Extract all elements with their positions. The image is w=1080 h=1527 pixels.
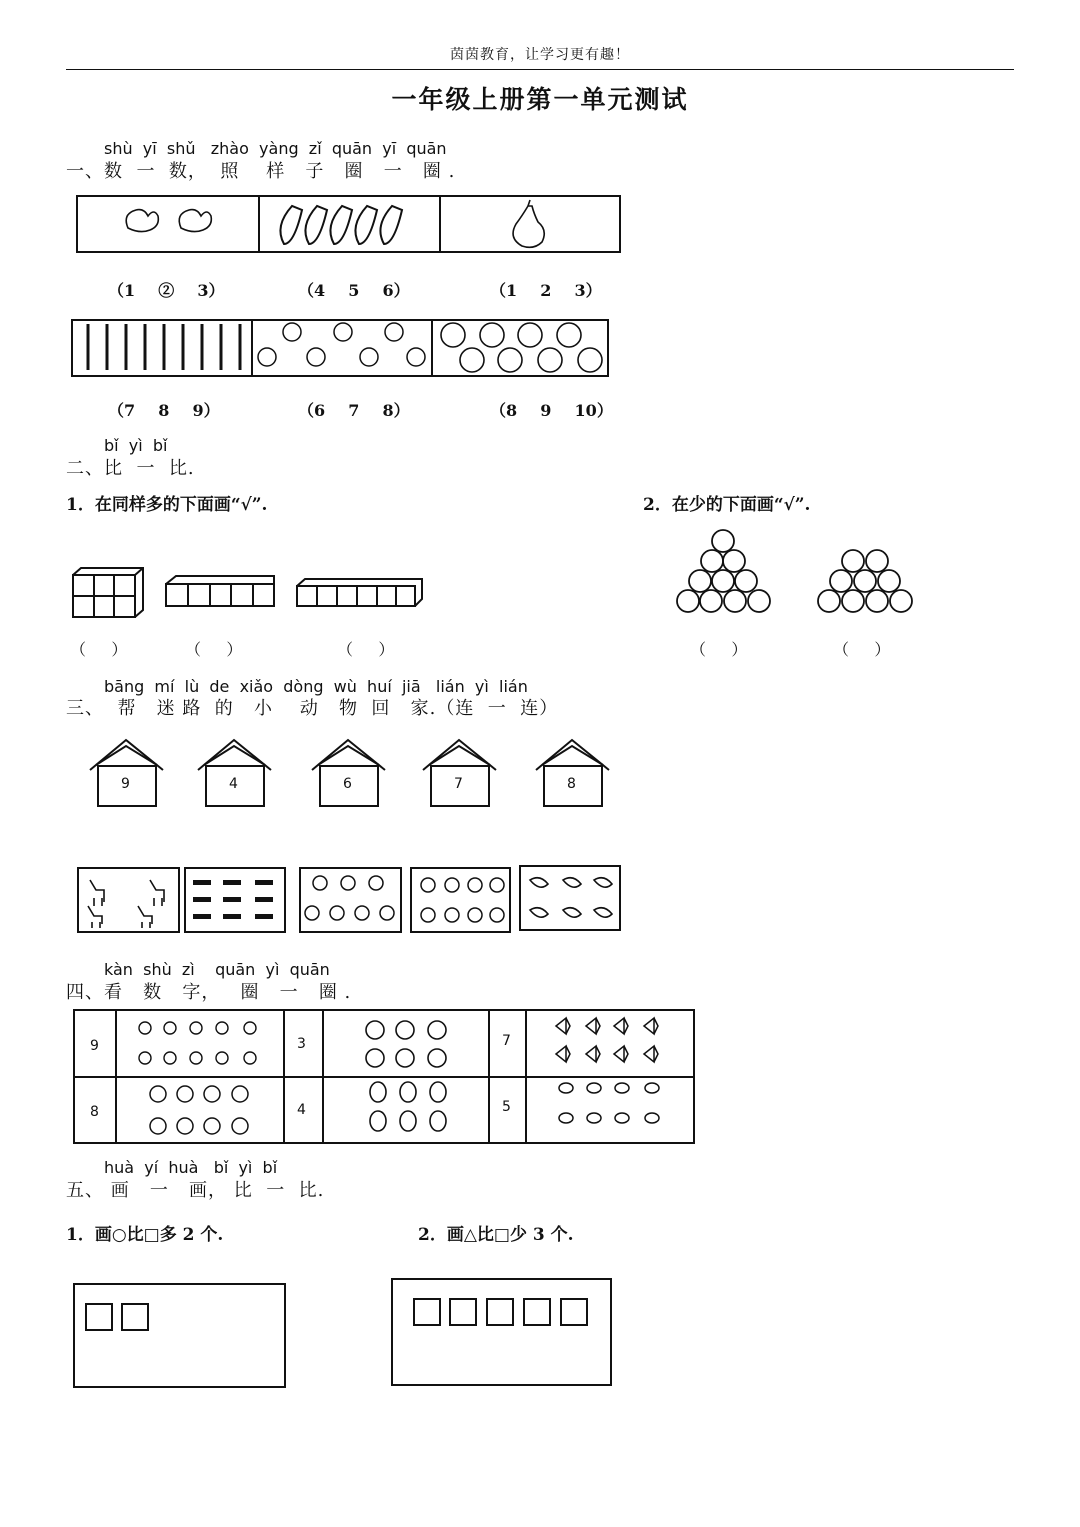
table-number: 7: [502, 1033, 511, 1049]
fish-icon: [559, 1083, 659, 1123]
section4-heading: 四、看 数 字， 圈 一 圈 .: [66, 982, 352, 1003]
banana-icon: [280, 206, 402, 244]
answer-blank[interactable]: （ ）: [337, 640, 395, 659]
section4-pinyin: kàn shù zì quān yì quān: [104, 960, 330, 979]
choice-banana: （4 5 6）: [298, 281, 410, 300]
section5-question1: 1．画○比□多 2 个.: [66, 1225, 224, 1245]
table-number: 5: [502, 1099, 511, 1115]
bird-icon: [530, 878, 612, 917]
house-number: 4: [229, 776, 238, 792]
answer-blank[interactable]: （ ）: [833, 640, 891, 659]
chick-icon: [305, 876, 394, 920]
table-number: 9: [90, 1038, 99, 1054]
circle-pyramid-icon: [818, 550, 912, 612]
house-icon: [312, 740, 385, 806]
house-number: 6: [343, 776, 352, 792]
choice-ball: （8 9 10）: [490, 401, 613, 420]
house-number: 8: [567, 776, 576, 792]
house-icon: [198, 740, 271, 806]
choice-flower: （6 7 8）: [298, 401, 410, 420]
section1-pinyin: shù yī shǔ zhào yàng zǐ quān yī quān: [104, 139, 447, 158]
duck-icon: [139, 1022, 256, 1064]
rabbit-icon: [421, 878, 504, 922]
draw-box-2: [392, 1279, 611, 1385]
section3-pinyin: bāng mí lù de xiǎo dòng wù huí jiā lián yì lián: [104, 677, 528, 696]
section3-heading: 三、 帮 迷 路 的 小 动 物 回 家.（连 一 连）: [66, 698, 559, 719]
pencil-icon: [88, 324, 240, 370]
section2-question2: 2．在少的下面画“√”.: [643, 495, 811, 515]
ball-icon: [441, 323, 602, 372]
house-number: 9: [121, 776, 130, 792]
choice-peach: （1 ② 3）: [108, 281, 225, 300]
house-number: 7: [454, 776, 463, 792]
chicken-icon: [150, 1086, 248, 1134]
cube-block-icon: [73, 568, 143, 617]
choice-pear: （1 2 3）: [490, 281, 602, 300]
flower-icon: [258, 323, 425, 366]
section5-pinyin: huà yí huà bǐ yì bǐ: [104, 1158, 278, 1177]
circle-pyramid-icon: [677, 530, 770, 612]
table-number: 8: [90, 1104, 99, 1120]
section2-pinyin: bǐ yì bǐ: [104, 436, 168, 455]
draw-box-1: [74, 1284, 285, 1387]
house-icon: [90, 740, 163, 806]
table-number: 3: [297, 1036, 306, 1052]
apple-icon: [366, 1021, 446, 1067]
table-number: 4: [297, 1102, 306, 1118]
strawberry-icon: [370, 1082, 446, 1131]
section1-heading: 一、数 一 数， 照 样 子 圈 一 圈 .: [66, 161, 456, 182]
section5-heading: 五、 画 一 画， 比 一 比.: [66, 1180, 325, 1201]
choice-pencil: （7 8 9）: [108, 401, 220, 420]
section2-heading: 二、比 一 比.: [66, 458, 195, 479]
pear-icon: [513, 200, 544, 247]
answer-blank[interactable]: （ ）: [185, 640, 243, 659]
deer-icon: [88, 880, 164, 928]
section5-question2: 2．画△比□少 3 个.: [418, 1225, 574, 1245]
section2-question1: 1．在同样多的下面画“√”.: [66, 495, 268, 515]
house-icon: [423, 740, 496, 806]
objects-box: [72, 320, 608, 376]
house-icon: [536, 740, 609, 806]
cube-row-icon: [297, 579, 422, 606]
peach-icon: [126, 210, 211, 232]
cube-row-icon: [166, 576, 274, 606]
small-animal-icon: [193, 880, 273, 919]
answer-blank[interactable]: （ ）: [690, 640, 748, 659]
answer-blank[interactable]: （ ）: [70, 640, 128, 659]
butterfly-icon: [556, 1018, 658, 1062]
page-title: 一年级上册第一单元测试: [391, 85, 689, 114]
page-header: 茵茵教育，让学习更有趣！: [450, 47, 630, 63]
